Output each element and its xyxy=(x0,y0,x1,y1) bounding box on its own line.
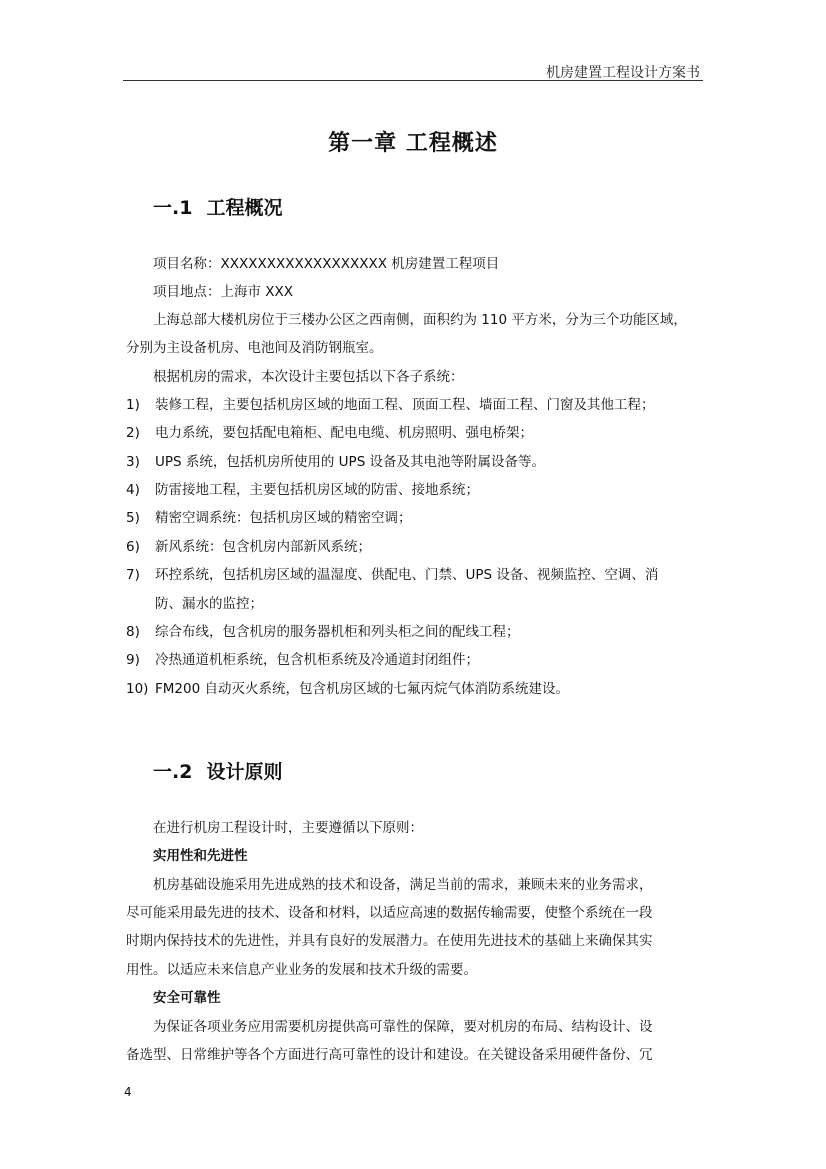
page-number: 4 xyxy=(124,1085,132,1099)
subsystem-intro: 根据机房的需求，本次设计主要包括以下各子系统： xyxy=(153,369,464,385)
list-item: 2) 电力系统，要包括配电箱柜、配电电缆、机房照明、强电桥架； xyxy=(126,425,533,441)
list-item-continuation: 防、漏水的监控； xyxy=(155,596,263,612)
list-item: 8) 综合布线，包含机房的服务器机柜和列头柜之间的配线工程； xyxy=(126,624,520,640)
paragraph-line: 备选型、日常维护等各个方面进行高可靠性的设计和建设。在关键设备采用硬件备份、冗 xyxy=(126,1047,653,1063)
principles-intro: 在进行机房工程设计时，主要遵循以下原则： xyxy=(153,820,423,836)
project-description-line-2: 分别为主设备机房、电池间及消防钢瓶室。 xyxy=(126,340,383,356)
header-rule xyxy=(123,80,703,81)
project-description-line-1: 上海总部大楼机房位于三楼办公区之西南侧，面积约为 110 平方米，分为三个功能区域， xyxy=(153,312,687,328)
list-item: 1) 装修工程，主要包括机房区域的地面工程、顶面工程、墙面工程、门窗及其他工程； xyxy=(126,397,655,413)
section-2-title: 设计原则 xyxy=(206,761,283,783)
paragraph-line: 时期内保持技术的先进性，并具有良好的发展潜力。在使用先进技术的基础上来确保其实 xyxy=(126,933,653,949)
section-1-number: 一.1 xyxy=(153,197,193,219)
list-item: 4) 防雷接地工程，主要包括机房区域的防雷、接地系统； xyxy=(126,482,479,498)
paragraph-line: 机房基础设施采用先进成熟的技术和设备，满足当前的需求，兼顾未来的业务需求， xyxy=(153,877,653,893)
subheading-practicality: 实用性和先进性 xyxy=(153,848,248,864)
list-item: 10) FM200 自动灭火系统，包含机房区域的七氟丙烷气体消防系统建设。 xyxy=(126,681,569,697)
section-2-number: 一.2 xyxy=(153,761,193,783)
chapter-title: 第一章 工程概述 xyxy=(328,131,498,156)
list-item: 7) 环控系统，包括机房区域的温湿度、供配电、门禁、UPS 设备、视频监控、空调、消 xyxy=(126,567,659,583)
section-1-title: 工程概况 xyxy=(206,197,283,219)
list-item: 6) 新风系统：包含机房内部新风系统； xyxy=(126,539,371,555)
list-item: 3) UPS 系统，包括机房所使用的 UPS 设备及其电池等附属设备等。 xyxy=(126,454,546,470)
paragraph-line: 为保证各项业务应用需要机房提供高可靠性的保障，要对机房的布局、结构设计、设 xyxy=(153,1019,653,1035)
section-1-heading xyxy=(153,193,282,220)
paragraph-line: 用性。以适应未来信息产业业务的发展和技术升级的需要。 xyxy=(126,962,477,978)
paragraph-line: 尽可能采用最先进的技术、设备和材料，以适应高速的数据传输需要，使整个系统在一段 xyxy=(126,905,653,921)
list-item: 5) 精密空调系统：包括机房区域的精密空调； xyxy=(126,510,412,526)
list-item: 9) 冷热通道机柜系统，包含机柜系统及冷通道封闭组件； xyxy=(126,652,479,668)
subheading-reliability: 安全可靠性 xyxy=(153,990,221,1006)
running-header-title: 机房建置工程设计方案书 xyxy=(546,65,700,81)
section-2-heading xyxy=(153,757,282,784)
project-location: 项目地点：上海市 XXX xyxy=(153,284,294,300)
project-name: 项目名称：XXXXXXXXXXXXXXXXXX 机房建置工程项目 xyxy=(153,256,500,272)
